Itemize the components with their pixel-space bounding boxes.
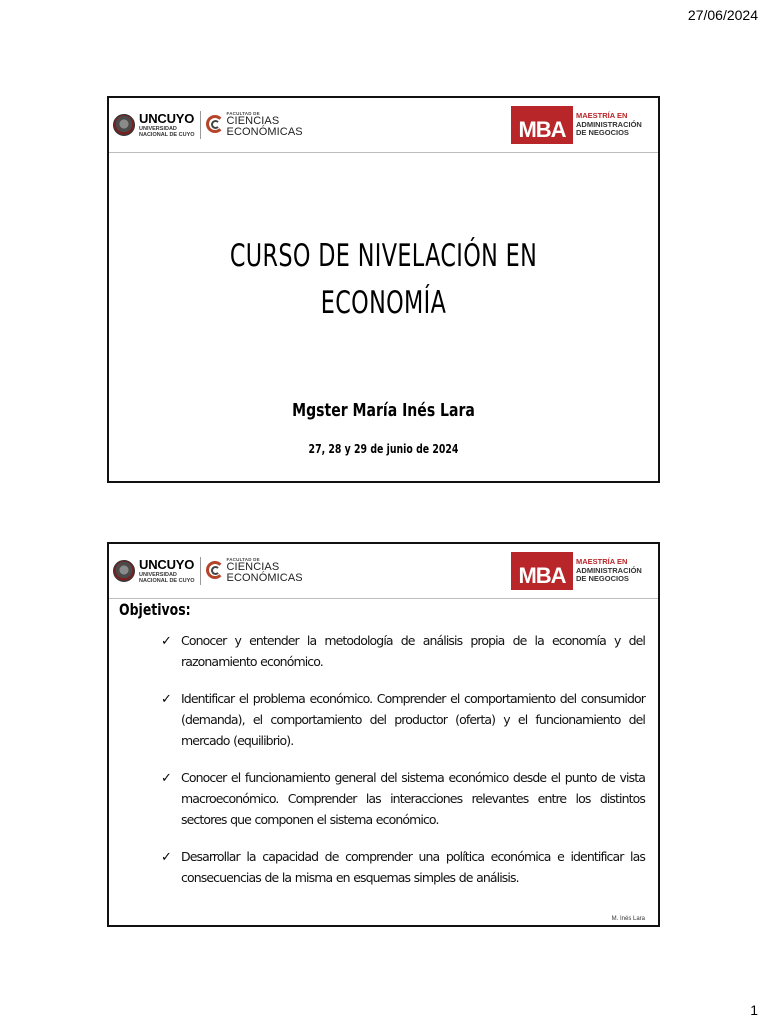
mba-label: MBA [511,106,573,144]
institution-logos [113,98,303,152]
uncuyo-logo [139,112,195,138]
mba-logo [511,552,658,590]
mba-line3: DE NEGOCIOS [576,128,629,138]
mba-line3: DE NEGOCIOS [576,574,629,584]
fce-small: FACULTAD DE [226,556,260,562]
mba-line2: ADMINISTRACIÓN [576,565,642,575]
title-line1: CURSO DE NIVELACIÓN EN [229,238,538,274]
mba-label: MBA [511,552,573,590]
uncuyo-sub-line1: UNIVERSIDAD [139,572,177,578]
slide-header [109,98,658,153]
slide-footer: M. Inés Lara [611,916,645,922]
objective-text: Conocer el funcionamiento general del sistema económico desde el punto de vista macroeconómico. Comprender las interacciones relevantes entre los distintos sectores que componen el sistema económico. [181,770,645,827]
author-name: Mgster María Inés Lara [292,400,475,421]
objective-item [161,846,645,888]
fce-line2: ECONÓMICAS [226,572,303,585]
objective-item [161,688,645,751]
uncuyo-seal-icon [113,560,135,582]
check-icon: ✓ [161,691,172,706]
check-icon: ✓ [161,849,172,864]
objectives-list [161,630,645,904]
logo-divider [200,557,201,585]
uncuyo-name: UNCUYO [139,557,195,572]
objectives-heading: Objetivos: [119,600,191,619]
objective-text: Conocer y entender la metodología de análisis propia de la economía y del razonamiento económico. [181,633,645,669]
fce-logo [227,558,303,585]
fce-line1: CIENCIAS [226,561,280,574]
title-line2: ECONOMÍA [320,285,447,321]
mba-line1: MAESTRÍA EN [576,111,628,121]
mba-line1: MAESTRÍA EN [576,557,628,567]
logo-divider [200,111,201,139]
objective-item [161,630,645,672]
uncuyo-seal-icon [113,114,135,136]
check-icon: ✓ [161,633,172,648]
page-number: 1 [750,1002,758,1018]
slide-objectives [107,542,660,927]
institution-logos [113,544,303,598]
objective-item [161,767,645,830]
uncuyo-sub-line2: NACIONAL DE CUYO [139,132,195,138]
uncuyo-sub-line2: NACIONAL DE CUYO [139,578,195,584]
fce-line2: ECONÓMICAS [226,126,303,139]
slide-header [109,544,658,599]
fce-small: FACULTAD DE [226,110,260,116]
uncuyo-sub-line1: UNIVERSIDAD [139,126,177,132]
fce-ring-icon [206,561,224,581]
course-dates: 27, 28 y 29 de junio de 2024 [308,442,459,456]
slide-title [107,96,660,483]
course-title [186,233,581,327]
mba-line2: ADMINISTRACIÓN [576,119,642,129]
fce-ring-icon [206,115,224,135]
mba-logo [511,106,658,144]
objective-text: Desarrollar la capacidad de comprender una política económica e identificar las consecuencias de la misma en esquemas simples de análisis. [181,849,645,885]
objective-text: Identificar el problema económico. Comprender el comportamiento del consumidor (demanda), el comportamiento del productor (oferta) y el funcionamiento del mercado (equilibrio). [181,691,645,748]
fce-logo [227,112,303,139]
page-date: 27/06/2024 [687,7,758,23]
fce-line1: CIENCIAS [226,115,280,128]
uncuyo-logo [139,558,195,584]
check-icon: ✓ [161,770,172,785]
uncuyo-name: UNCUYO [139,111,195,126]
